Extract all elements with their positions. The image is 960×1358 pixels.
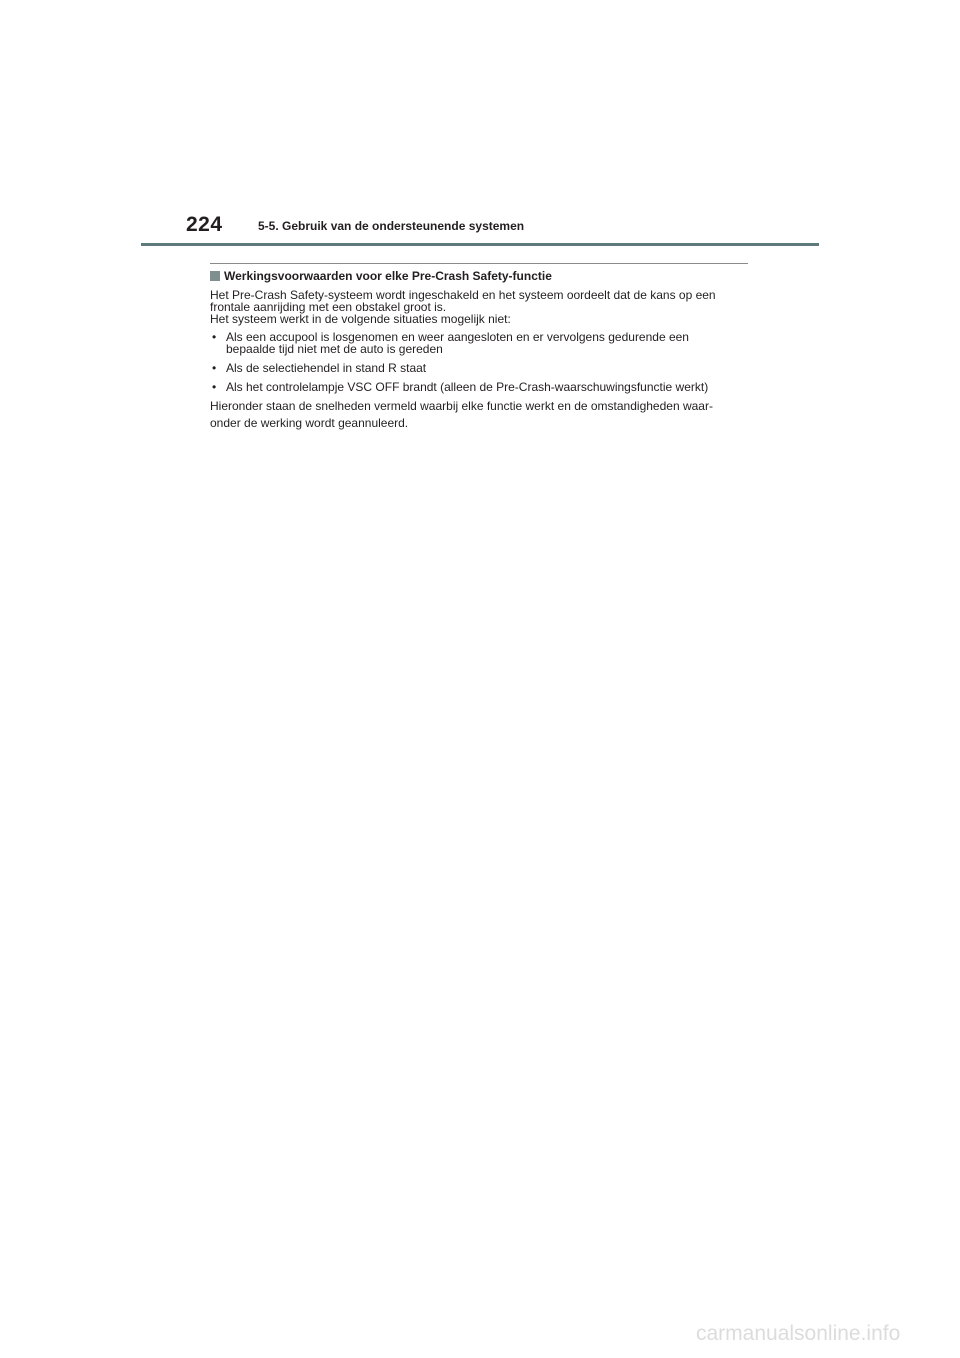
bullet-mark: • xyxy=(212,330,217,344)
closing-line-1: Hieronder staan de snelheden vermeld waarbij elke functie werkt en de omstandigheden waar- xyxy=(210,399,713,413)
intro-line-1: Het Pre-Crash Safety-systeem wordt ingeschakeld en het systeem oordeelt dat de kans op een xyxy=(210,288,716,302)
watermark: carmanualsonline.info xyxy=(696,1322,901,1345)
intro-line-2: frontale aanrijding met een obstakel groot is. xyxy=(210,300,447,314)
bullet-mark: • xyxy=(212,361,217,375)
bullet-text-line: bepaalde tijd niet met de auto is gereden xyxy=(226,342,443,356)
list-item xyxy=(210,381,750,393)
bullet-text-line: Als de selectiehendel in stand R staat xyxy=(226,361,427,375)
section-title: 5-5. Gebruik van de ondersteunende systemen xyxy=(258,219,525,233)
intro-line-3: Het systeem werkt in de volgende situaties mogelijk niet: xyxy=(210,312,511,326)
subheading-text: Werkingsvoorwaarden voor elke Pre-Crash Safety-functie xyxy=(224,269,552,283)
bullet-list xyxy=(210,331,750,393)
bullet-text-line: Als het controlelampje VSC OFF brandt (alleen de Pre-Crash-waarschuwingsfunctie werkt) xyxy=(226,380,709,394)
bullet-mark: • xyxy=(212,380,217,394)
subheading xyxy=(210,269,750,283)
square-bullet-icon xyxy=(210,271,220,281)
list-item xyxy=(210,362,750,374)
list-item xyxy=(210,331,750,355)
content-block xyxy=(210,263,750,434)
closing-line-2: onder de werking wordt geannuleerd. xyxy=(210,416,409,430)
header-rule xyxy=(141,243,819,246)
page-number: 224 xyxy=(186,213,223,236)
subheading-rule xyxy=(210,263,748,264)
bullet-text-line: Als een accupool is losgenomen en weer aangesloten en er vervolgens gedurende een xyxy=(226,330,689,344)
